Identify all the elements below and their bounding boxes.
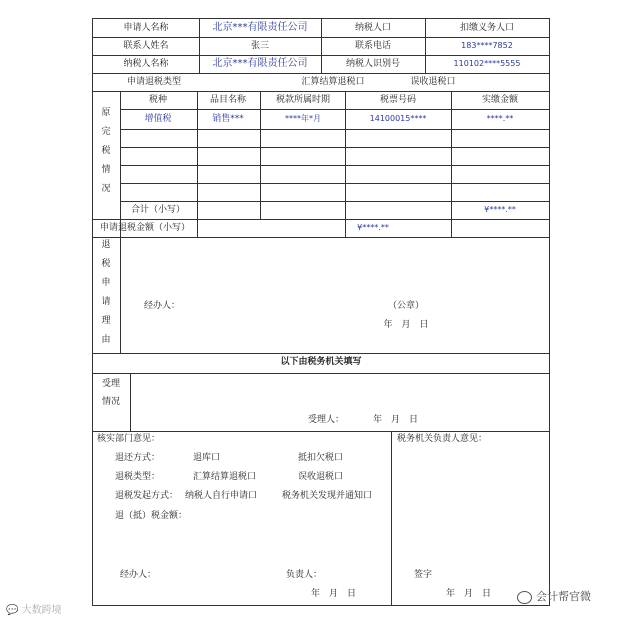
- rule: [197, 91, 198, 219]
- rule: [93, 91, 549, 92]
- accept-side-label: 情况: [101, 397, 121, 407]
- verify-handler-label: 经办人：: [120, 570, 157, 580]
- rule: [130, 373, 131, 431]
- withholding-agent-checkbox[interactable]: 扣缴义务人口: [459, 23, 515, 33]
- rule: [425, 37, 426, 73]
- table-cell: 增值税: [144, 114, 172, 124]
- leader-opinion-title: 税务机关负责人意见：: [397, 434, 488, 444]
- reason-handler-label: 经办人：: [144, 301, 181, 311]
- rule: [321, 37, 322, 73]
- rule: [120, 183, 549, 184]
- table-cell: 销售***: [212, 114, 244, 124]
- taxpayer-id-label: 纳税人识别号: [345, 59, 401, 69]
- rule: [321, 19, 322, 37]
- rule: [120, 129, 549, 130]
- taxpayer-name-value: 北京***有限责任公司: [212, 58, 308, 69]
- official-seal-label: （公章）: [387, 301, 425, 311]
- taxpayer-id-value: 110102****5555: [453, 59, 521, 68]
- column-header: 品目名称: [209, 95, 247, 105]
- authority-section-title: 以下由税务机关填写: [280, 357, 362, 367]
- leader-date: 年 月 日: [446, 589, 492, 599]
- rule: [260, 91, 261, 219]
- rule: [120, 237, 121, 353]
- total-label: 合计（小写）: [130, 205, 186, 215]
- rule: [93, 73, 549, 74]
- column-header: 税款所属时期: [275, 95, 331, 105]
- responsible-person-label: 负责人：: [286, 570, 323, 580]
- reason-date: 年 月 日: [383, 320, 429, 330]
- reason-side-label: 退 税 申 请 理 由: [101, 240, 111, 345]
- refund-type-erroneous-checkbox[interactable]: 误收退税口: [410, 77, 456, 87]
- return-method-label: 退还方式：: [115, 453, 161, 463]
- taxpayer-name-label: 纳税人名称: [123, 59, 169, 69]
- rule: [93, 219, 549, 220]
- acceptor-label: 受理人：: [308, 415, 345, 425]
- refund-amount-verify-label: 退（抵）税金额：: [115, 511, 188, 521]
- signature-label: 签字: [414, 570, 433, 580]
- rule: [120, 147, 549, 148]
- taxpayer-checkbox[interactable]: 纳税人口: [354, 23, 392, 33]
- column-header: 实缴金额: [481, 95, 519, 105]
- rule: [199, 19, 200, 37]
- phone-value: 183****7852: [461, 41, 513, 50]
- taxpayer-initiated-checkbox[interactable]: 纳税人自行申请口: [185, 491, 258, 501]
- authority-initiated-checkbox[interactable]: 税务机关发现并通知口: [282, 491, 373, 501]
- phone-label: 联系电话: [354, 41, 392, 51]
- rule: [391, 431, 392, 605]
- column-header: 税种: [148, 95, 168, 105]
- refund-kind-settlement-checkbox[interactable]: 汇算结算退税口: [193, 472, 257, 482]
- initiation-label: 退税发起方式：: [115, 491, 179, 501]
- rule: [451, 91, 452, 237]
- rule: [120, 165, 549, 166]
- contact-label: 联系人姓名: [123, 41, 169, 51]
- rule: [93, 431, 549, 432]
- offset-arrears-checkbox[interactable]: 抵扣欠税口: [298, 453, 344, 463]
- accept-side-label: 受理: [101, 379, 121, 389]
- refund-type-label: 申请退税类型: [126, 77, 182, 87]
- watermark-logo-icon: 💬: [6, 605, 19, 616]
- rule: [120, 91, 121, 237]
- verify-date: 年 月 日: [311, 589, 357, 599]
- rule: [345, 91, 346, 237]
- watermark-right: 会计帮官微: [517, 588, 591, 604]
- return-to-treasury-checkbox[interactable]: 退库口: [193, 453, 221, 463]
- column-header: 税票号码: [379, 95, 417, 105]
- contact-value: 张三: [250, 41, 270, 51]
- table-cell: ****年*月: [285, 114, 321, 123]
- wechat-icon: [517, 591, 532, 604]
- refund-amount-label: 申请退税金额（小写）: [99, 223, 191, 233]
- table-cell: ****.**: [486, 114, 514, 123]
- accept-date: 年 月 日: [373, 415, 419, 425]
- rule: [93, 237, 549, 238]
- rule: [120, 109, 549, 110]
- applicant-value: 北京***有限责任公司: [212, 22, 308, 33]
- watermark-left: 💬 大数跨境: [6, 605, 62, 616]
- refund-type-settlement-checkbox[interactable]: 汇算结算退税口: [301, 77, 365, 87]
- refund-kind-erroneous-checkbox[interactable]: 误收退税口: [298, 472, 344, 482]
- applicant-label: 申请人名称: [123, 23, 169, 33]
- total-value: ¥****.**: [484, 205, 516, 214]
- rule: [93, 373, 549, 374]
- verify-title: 核实部门意见：: [97, 434, 161, 444]
- rule: [425, 19, 426, 37]
- refund-kind-label: 退税类型：: [115, 472, 161, 482]
- rule: [199, 37, 200, 73]
- rule: [93, 353, 549, 354]
- tax-refund-form: [92, 18, 550, 606]
- table-cell: 14100015****: [369, 114, 427, 123]
- original-tax-side-label: 原 完 税 情 况: [101, 108, 111, 194]
- rule: [197, 219, 198, 237]
- refund-amount-value: ¥****.**: [357, 223, 389, 232]
- rule: [120, 201, 549, 202]
